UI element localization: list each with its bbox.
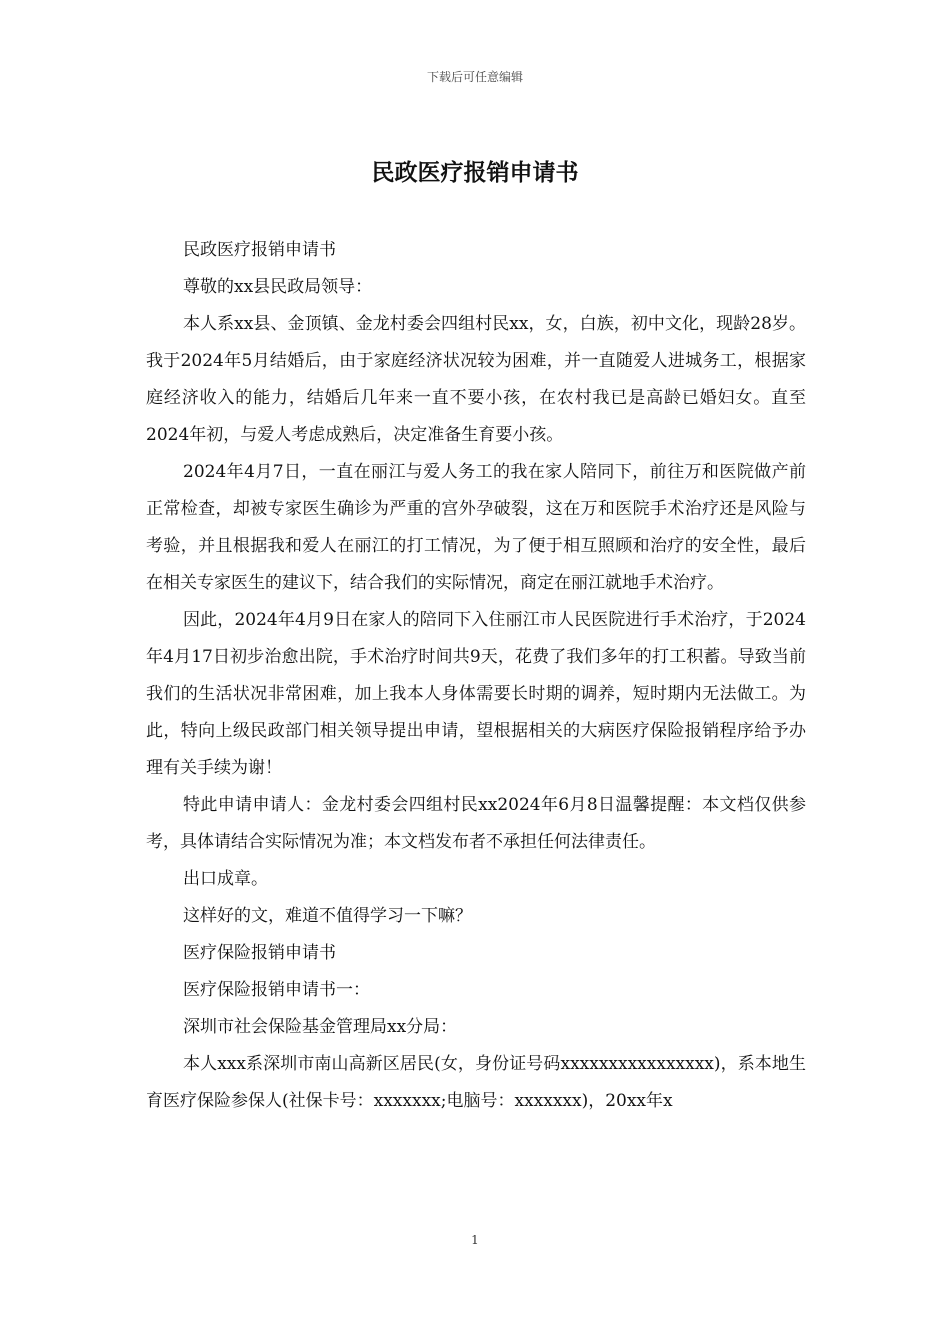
paragraph: 深圳市社会保险基金管理局xx分局：	[183, 1017, 458, 1037]
paragraph: 这样好的文，难道不值得学习一下嘛？	[183, 906, 472, 926]
document-body	[146, 232, 806, 1120]
paragraph: 出口成章。	[183, 869, 268, 889]
paragraph: 尊敬的xx县民政局领导：	[183, 277, 373, 297]
paragraph: 本人系xx县、金顶镇、金龙村委会四组村民xx，女，白族，初中文化，现龄28岁。我于2024年5月结婚后，由于家庭经济状况较为困难，并一直随爱人进城务工，根据家庭经济收入的能力，结婚后几年来一直不要小孩，在农村我已是高龄已婚妇女。直至2024年初，与爱人考虑成熟后，决定准备生育要小孩。	[146, 314, 806, 445]
paragraph: 医疗保险报销申请书一：	[183, 980, 370, 1000]
header-note: 下载后可任意编辑	[426, 70, 523, 84]
paragraph: 2024年4月7日，一直在丽江与爱人务工的我在家人陪同下，前往万和医院做产前正常检查，却被专家医生确诊为严重的宫外孕破裂，这在万和医院手术治疗还是风险与考验，并且根据我和爱人在丽江的打工情况，为了便于相互照顾和治疗的安全性，最后在相关专家医生的建议下，结合我们的实际情况，商定在丽江就地手术治疗。	[146, 462, 806, 593]
paragraph: 特此申请申请人：金龙村委会四组村民xx2024年6月8日温馨提醒：本文档仅供参考，具体请结合实际情况为准；本文档发布者不承担任何法律责任。	[146, 795, 806, 852]
paragraph: 医疗保险报销申请书	[183, 943, 336, 963]
paragraph: 因此，2024年4月9日在家人的陪同下入住丽江市人民医院进行手术治疗，于2024年4月17日初步治愈出院，手术治疗时间共9天，花费了我们多年的打工积蓄。导致当前我们的生活状况非常困难，加上我本人身体需要长时期的调养，短时期内无法做工。为此，特向上级民政部门相关领导提出申请，望根据相关的大病医疗保险报销程序给予办理有关手续为谢！	[146, 610, 806, 778]
page-number: 1	[471, 1233, 479, 1247]
paragraph: 本人xxx系深圳市南山高新区居民(女，身份证号码xxxxxxxxxxxxxxxx)，系本地生育医疗保险参保人(社保卡号：xxxxxxx;电脑号：xxxxxxx)，20xx年x	[146, 1054, 806, 1111]
paragraph: 民政医疗报销申请书	[183, 240, 336, 260]
document-title: 民政医疗报销申请书	[371, 160, 579, 186]
